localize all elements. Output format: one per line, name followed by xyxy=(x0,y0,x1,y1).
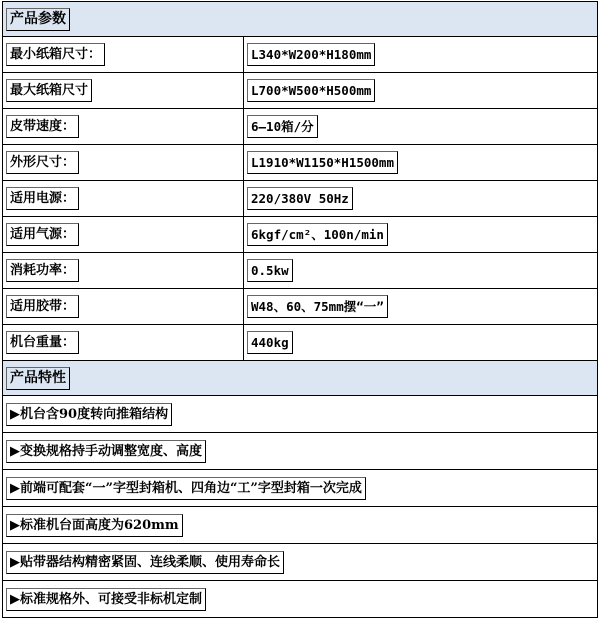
param-value: 220/380V 50Hz xyxy=(247,187,353,210)
param-row-max-carton-size xyxy=(3,73,598,109)
param-value: L340*W200*H180mm xyxy=(247,43,375,66)
feature-text: ▶标准规格外、可接受非标机定制 xyxy=(6,588,206,611)
feature-text: ▶标准机台面高度为620mm xyxy=(6,514,183,537)
param-row-min-carton-size xyxy=(3,37,598,73)
param-row-tape xyxy=(3,289,598,325)
param-label: 消耗功率： xyxy=(6,259,79,282)
param-label: 机台重量： xyxy=(6,331,79,354)
param-label: 皮带速度： xyxy=(6,115,79,138)
feature-row xyxy=(3,507,598,544)
feature-row xyxy=(3,433,598,470)
feature-text: ▶变换规格持手动调整宽度、高度 xyxy=(6,440,206,463)
product-spec-table xyxy=(2,1,598,618)
param-label: 最小纸箱尺寸： xyxy=(6,43,105,66)
section-header-params xyxy=(3,2,598,37)
param-value: W48、60、75mm摆“一” xyxy=(247,295,388,318)
feature-row xyxy=(3,396,598,433)
feature-text: ▶贴带器结构精密紧固、连线柔顺、使用寿命长 xyxy=(6,551,284,574)
param-value: 440kg xyxy=(247,331,293,354)
feature-row xyxy=(3,470,598,507)
param-row-machine-weight xyxy=(3,325,598,361)
section-header-features xyxy=(3,361,598,396)
param-value: 0.5kw xyxy=(247,259,293,282)
param-label: 最大纸箱尺寸 xyxy=(6,79,92,102)
feature-row xyxy=(3,544,598,581)
param-label: 外形尺寸： xyxy=(6,151,79,174)
param-row-overall-dimensions xyxy=(3,145,598,181)
param-value: L1910*W1150*H1500mm xyxy=(247,151,398,174)
section-title-params: 产品参数 xyxy=(6,8,70,31)
feature-text: ▶机台含90度转向推箱结构 xyxy=(6,403,172,426)
param-value: 6—10箱/分 xyxy=(247,115,318,138)
param-row-belt-speed xyxy=(3,109,598,145)
feature-row xyxy=(3,581,598,618)
param-row-power-supply xyxy=(3,181,598,217)
param-label: 适用胶带： xyxy=(6,295,79,318)
param-row-air-supply xyxy=(3,217,598,253)
param-value: L700*W500*H500mm xyxy=(247,79,375,102)
param-value: 6kgf/cm²、100n/min xyxy=(247,223,388,246)
param-label: 适用气源： xyxy=(6,223,79,246)
section-title-features: 产品特性 xyxy=(6,367,70,390)
param-label: 适用电源： xyxy=(6,187,79,210)
param-row-power-consumption xyxy=(3,253,598,289)
feature-text: ▶前端可配套“一”字型封箱机、四角边“工”字型封箱一次完成 xyxy=(6,477,366,500)
